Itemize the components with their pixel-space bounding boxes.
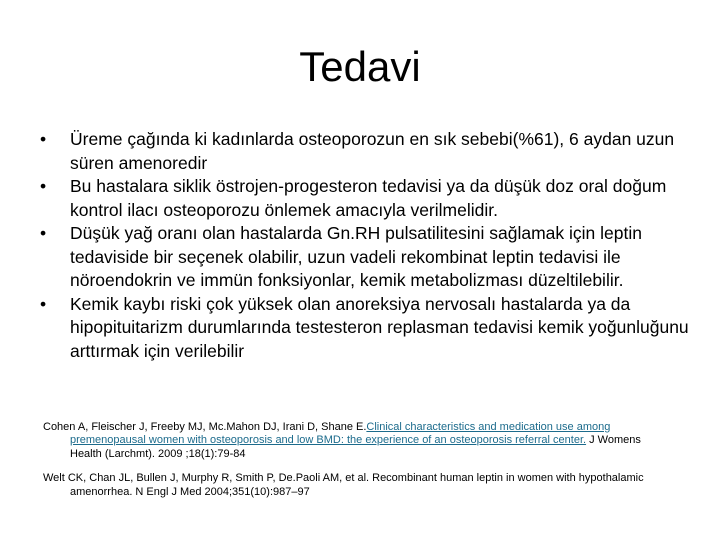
references [43, 410, 663, 499]
bullet-dot-icon: • [40, 129, 47, 149]
reference-journal: J Womens Health (Larchmt). 2009 ;18(1):79-84 [70, 434, 641, 460]
reference-item [43, 472, 663, 499]
reference-authors: Cohen A, Fleischer J, Freeby MJ, Mc.Mahon DJ, Irani D, Shane E. [43, 421, 367, 433]
bullet-item [40, 175, 690, 222]
bullet-text: Düşük yağ oranı olan hastalarda Gn.RH pulsatilitesini sağlamak için leptin tedaviside bir seçenek olabilir, uzun vadeli rekombinat leptin tedavisi ile nöroendokrin ve immün fonksiyonlar, kemik metabolizması düzeltilebilir. [70, 223, 642, 290]
bullet-dot-icon: • [40, 223, 47, 243]
bullet-list [40, 128, 690, 363]
bullet-text: Kemik kaybı riski çok yüksek olan anoreksiya nervosalı hastalarda ya da hipopituitarizm durumlarında testesteron replasman tedavisi kemik yoğunluğunu arttırmak için verilebilir [70, 293, 689, 361]
bullet-text: Üreme çağında ki kadınlarda osteoporozun en sık sebebi(%61), 6 aydan uzun süren amenoredir [70, 129, 675, 173]
reference-link[interactable]: Clinical characteristics and medication use among premenopausal women with osteoporosis and low BMD: the experience of an osteoporosis referral center. [70, 421, 611, 447]
bullet-item [40, 293, 690, 364]
reference-item [43, 421, 663, 461]
bullet-item [40, 222, 690, 293]
bullet-dot-icon: • [40, 293, 47, 314]
bullet-dot-icon: • [40, 176, 47, 196]
reference-text: Welt CK, Chan JL, Bullen J, Murphy R, Smith P, De.Paoli AM, et al. Recombinant human leptin in women with hypothalamic amenorrhea. N Engl J Med 2004;351(10):987–97 [43, 472, 644, 498]
bullet-item [40, 128, 690, 175]
slide-title: Tedavi [299, 43, 421, 90]
bullet-text: Bu hastalara siklik östrojen-progesteron tedavisi ya da düşük doz oral doğum kontrol ilacı osteoporozu önlemek amacıyla verilmelidir. [70, 176, 667, 220]
